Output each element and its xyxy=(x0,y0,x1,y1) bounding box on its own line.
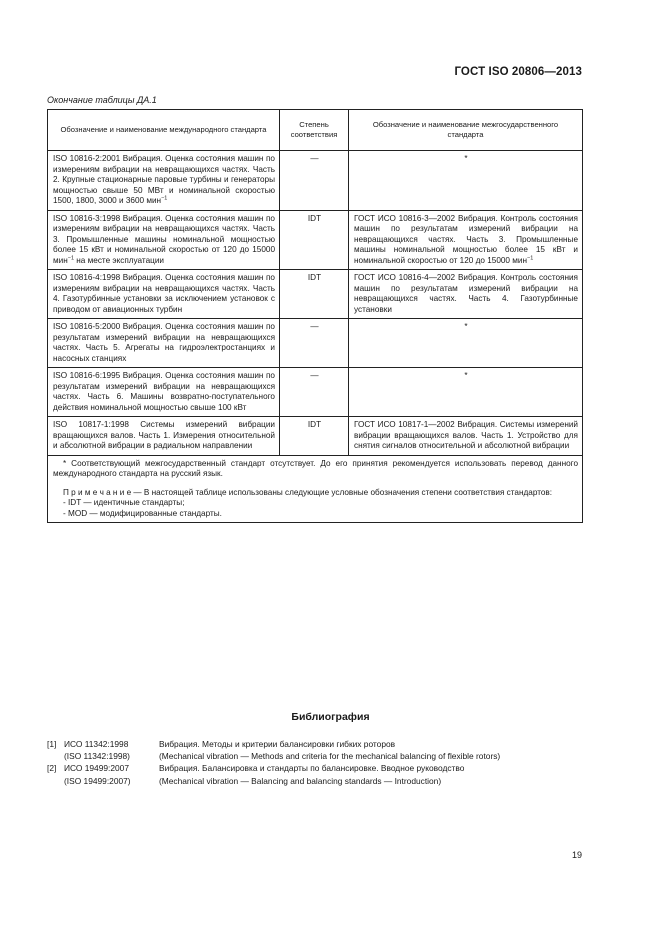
page-number: 19 xyxy=(571,850,582,860)
entry-title: (Mechanical vibration — Methods and criteria for the mechanical balancing of flexible rotors) xyxy=(159,751,501,762)
international-standard-cell: ISO 10816-4:1998 Вибрация. Оценка состояния машин по измерениям вибрации на невращающихся частях. Часть 4. Газотурбинные установки за исключением установок с приводом от авиационных турбин xyxy=(48,270,280,319)
table-footnote: * Соответствующий межгосударственный стандарт отсутствует. До его принятия рекомендуется использовать перевод данного международного стандарта на русский язык. xyxy=(53,458,578,478)
table-row xyxy=(48,417,583,456)
entry-code: ИСО 11342:1998 xyxy=(64,739,129,749)
entry-code: ИСО 19499:2007 xyxy=(64,763,129,774)
bibliography-title: Библиография xyxy=(291,711,370,723)
table-row xyxy=(48,151,583,211)
interstate-standard-cell: ГОСТ ИСО 10816-3—2002 Вибрация. Контроль состояния машин по результатам измерений вибрации на невращающихся частях. Часть 3. Промышленные машины номинальной мощностью более 15 кВт и номинальной скоростью от 120 до 15000 мин$^{-1}$ xyxy=(349,210,583,270)
header-interstate-standard: Обозначение и наименование межгосударственного стандарта xyxy=(349,110,583,151)
entry-title: Вибрация. Балансировка и стандарты по балансировке. Вводное руководство xyxy=(159,763,465,774)
entry-number xyxy=(47,775,64,787)
note-text: — В настоящей таблице использованы следующие условные обозначения степени соответствия стандартов: xyxy=(131,487,553,497)
degree-cell: IDT xyxy=(280,417,349,456)
bibliography-entry xyxy=(47,762,587,774)
interstate-standard-cell: * xyxy=(349,319,583,368)
entry-code: (ISO 11342:1998) xyxy=(64,751,130,762)
header-degree-of-correspondence: Степень соответствия xyxy=(280,110,349,151)
table-row xyxy=(48,319,583,368)
table-row xyxy=(48,270,583,319)
table-caption: Окончание таблицы ДА.1 xyxy=(47,95,157,105)
note-label: П р и м е ч а н и е xyxy=(63,487,132,497)
table-header-row xyxy=(48,110,583,151)
table-note xyxy=(53,488,578,499)
standards-table xyxy=(47,109,583,523)
table-row xyxy=(48,210,583,270)
note-item: - MOD — модифицированные стандарты. xyxy=(63,508,222,518)
degree-cell: — xyxy=(280,368,349,417)
interstate-standard-cell: * xyxy=(349,368,583,417)
table-row xyxy=(48,368,583,417)
entry-title: Вибрация. Методы и критерии балансировки гибких роторов xyxy=(159,739,396,749)
header-international-standard: Обозначение и наименование международного стандарта xyxy=(48,110,280,151)
entry-title: (Mechanical vibration — Balancing and balancing standards — Introduction) xyxy=(159,775,442,786)
bibliography-entry xyxy=(47,775,587,787)
degree-cell: — xyxy=(280,319,349,368)
international-standard-cell: ISO 10817-1:1998 Системы измерений вибрации вращающихся валов. Часть 1. Измерения относительной и абсолютной вибрации в радиальном направлении xyxy=(48,417,280,456)
interstate-standard-cell: ГОСТ ИСО 10817-1—2002 Вибрация. Системы измерений вибрации вращающихся валов. Часть 1. Устройство для снятия сигналов относительной и абсолютной вибрации xyxy=(349,417,583,456)
table-footer xyxy=(48,455,583,523)
table-footer-row xyxy=(48,455,583,523)
interstate-standard-cell: * xyxy=(349,151,583,211)
international-standard-cell: ISO 10816-5:2000 Вибрация. Оценка состояния машин по результатам измерений вибрации на невращающихся частях. Часть 5. Агрегаты на гидроэлектростанциях и насосных станциях xyxy=(48,319,280,368)
entry-number: [1] xyxy=(47,739,57,749)
international-standard-cell: ISO 10816-3:1998 Вибрация. Оценка состояния машин по измерениям вибрации на невращающихся частях. Часть 3. Промышленные машины номинальной мощностью более 15 кВт и номинальной скоростью от 120 до 15000 мин$^{-1}$ на месте эксплуатации xyxy=(48,210,280,270)
interstate-standard-cell: ГОСТ ИСО 10816-4—2002 Вибрация. Контроль состояния машин по результатам измерений вибрации на невращающихся частях. Часть 4. Газотурбинные установки xyxy=(349,270,583,319)
entry-number: [2] xyxy=(47,763,57,774)
document-code: ГОСТ ISO 20806—2013 xyxy=(454,66,582,78)
bibliography-list xyxy=(47,738,587,787)
international-standard-cell: ISO 10816-6:1995 Вибрация. Оценка состояния машин по результатам измерений вибрации на невращающихся частях. Часть 6. Машины возвратно-поступательного действия номинальной мощностью свыше 100 кВт xyxy=(48,368,280,417)
note-item: - IDT — идентичные стандарты; xyxy=(63,498,185,507)
international-standard-cell: ISO 10816-2:2001 Вибрация. Оценка состояния машин по измерениям вибрации на невращающихся частях. Часть 2. Крупные стационарные паровые турбины и генераторы мощностью свыше 50 МВт и номинальной скоростью 1500, 1800, 3000 и 3600 мин$^{-1}$ xyxy=(48,151,280,211)
bibliography-entry xyxy=(47,738,587,750)
bibliography-entry xyxy=(47,750,587,762)
entry-code: (ISO 19499:2007) xyxy=(64,775,131,786)
degree-cell: — xyxy=(280,151,349,211)
degree-cell: IDT xyxy=(280,270,349,319)
entry-number xyxy=(47,750,64,762)
degree-cell: IDT xyxy=(280,210,349,270)
